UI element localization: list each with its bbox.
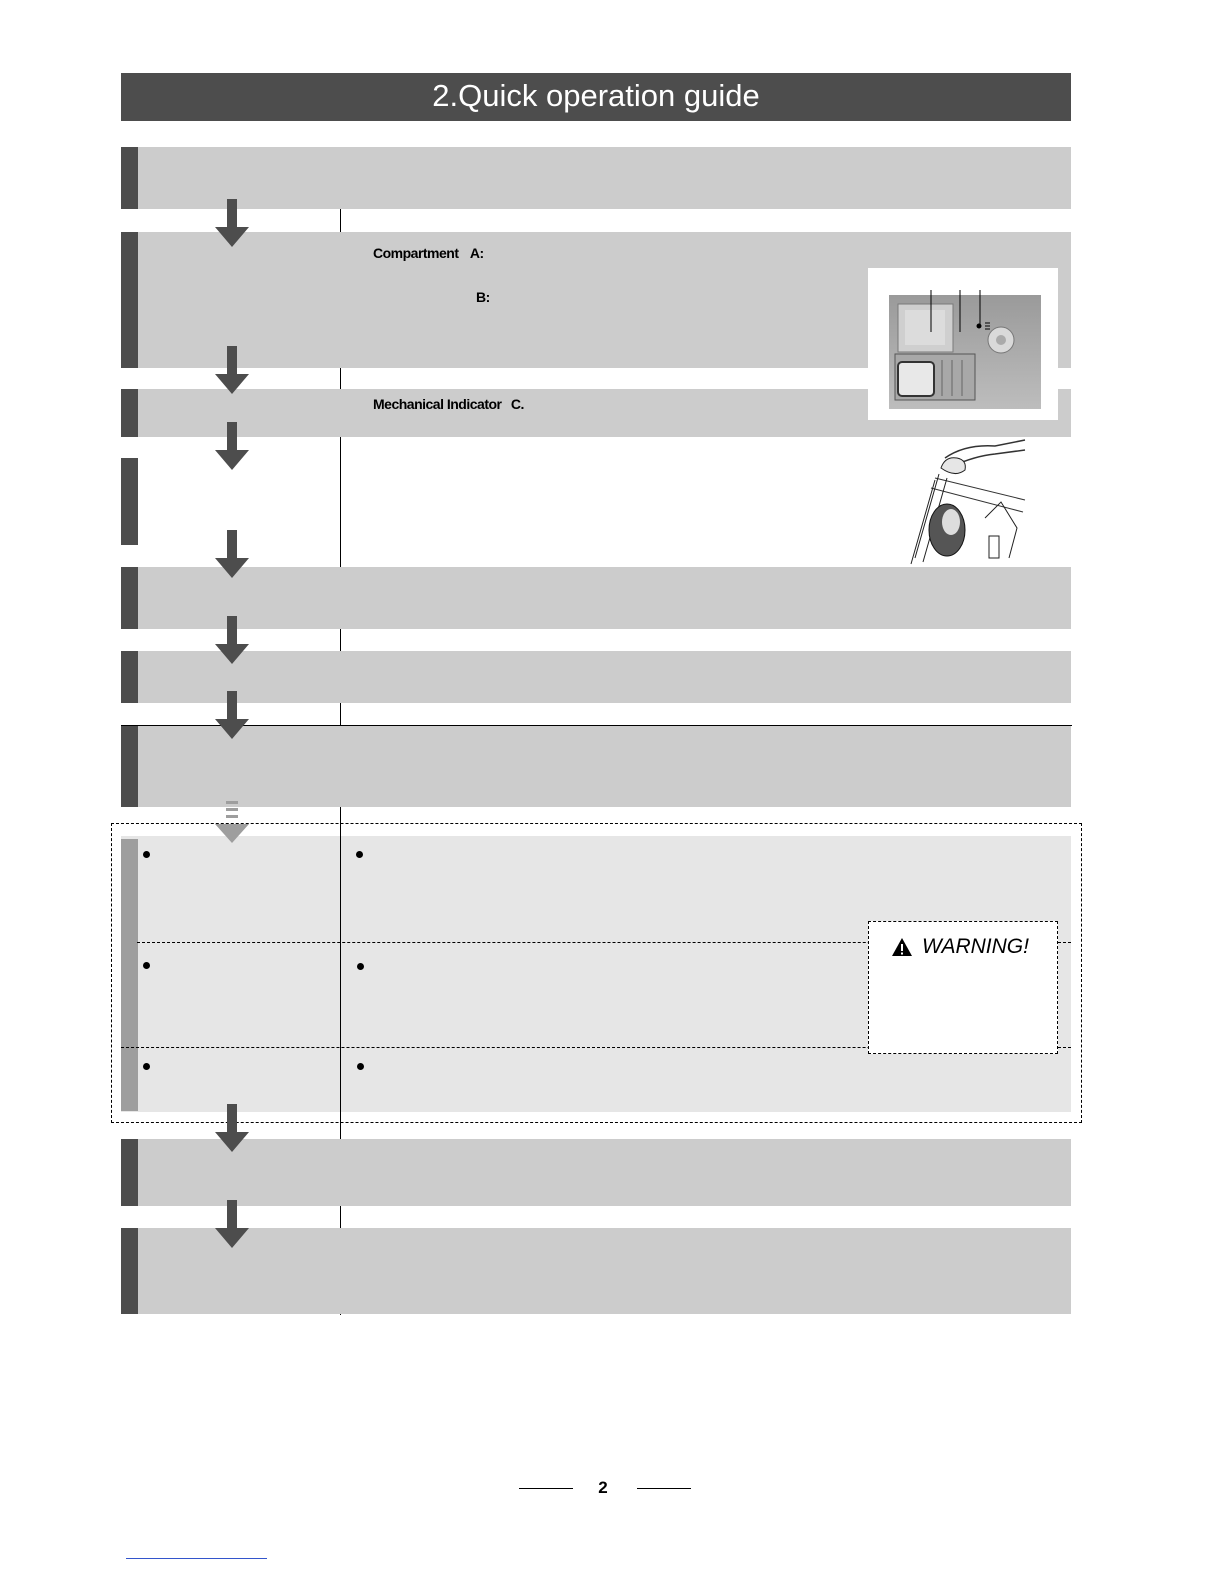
step-marker-4 [121, 458, 138, 545]
indicator-text: Mechanical Indicator [373, 396, 502, 412]
warning-title: WARNING! [922, 935, 1029, 958]
step-row-10 [121, 1228, 1071, 1314]
compartment-a-label: A: [469, 245, 484, 261]
bullet-left-2 [143, 962, 150, 969]
step-marker-10 [121, 1228, 138, 1314]
step-marker-3 [121, 389, 138, 437]
step-row-9 [121, 1139, 1071, 1206]
optional-arrow-down-icon [214, 801, 250, 843]
bullet-right-3 [357, 1063, 364, 1070]
arrow-down-icon [214, 530, 250, 578]
step-marker-5 [121, 567, 138, 629]
step-row-1 [121, 147, 1071, 209]
step-marker-2 [121, 232, 138, 368]
step-row-5 [121, 567, 1071, 629]
step-marker-9 [121, 1139, 138, 1206]
page-number-rule-right [637, 1488, 691, 1489]
step-marker-6 [121, 651, 138, 703]
page-number-rule-left [519, 1488, 573, 1489]
arrow-down-icon [214, 1200, 250, 1248]
arrow-down-icon [214, 422, 250, 470]
mechanical-indicator-label [373, 396, 524, 412]
step-marker-1 [121, 147, 138, 209]
bullet-right-1 [356, 851, 363, 858]
compartment-b-label: B: [476, 289, 490, 305]
bullet-right-2 [357, 963, 364, 970]
page-number: 2 [598, 1478, 608, 1497]
arrow-down-icon [214, 1104, 250, 1152]
arrow-down-icon [214, 616, 250, 664]
compartment-text: Compartment [373, 245, 459, 261]
arrow-down-icon [214, 691, 250, 739]
bullet-left-3 [143, 1063, 150, 1070]
warning-triangle-icon [891, 937, 913, 957]
warning-box [868, 921, 1058, 1054]
step-row-7 [121, 726, 1071, 807]
page-title: 2.Quick operation guide [121, 73, 1071, 121]
step-marker-7 [121, 726, 138, 807]
arrow-down-icon [214, 346, 250, 394]
arrow-down-icon [214, 199, 250, 247]
bullet-left-1 [143, 851, 150, 858]
dispenser-illustration [868, 268, 1058, 420]
dispenser-photo-frame [868, 268, 1058, 420]
loading-basket-illustration [905, 438, 1030, 566]
step-row-6 [121, 651, 1071, 703]
loading-illustration-frame [905, 438, 1030, 566]
indicator-c-label: C. [510, 396, 524, 412]
compartment-label [373, 245, 484, 261]
footer-link-underline [126, 1558, 267, 1559]
